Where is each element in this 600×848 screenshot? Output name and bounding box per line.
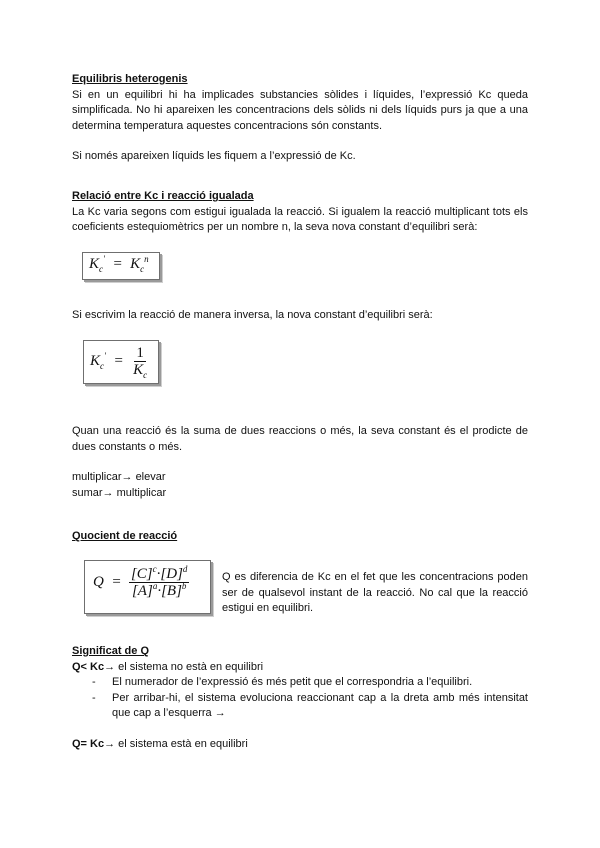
formula-q-quotient: Q = $\frac{[C]^c\cdot[D]^d}{[A]^a\cdot[B]^b}$: [84, 560, 211, 614]
bullet-list: [72, 675, 528, 722]
condition-line: [72, 737, 528, 753]
condition-line: [72, 660, 528, 676]
paragraph-wrap: [72, 424, 528, 501]
rule-line: sumar→ multiplicar: [72, 486, 167, 499]
condition-text: → el sistema està en equilibri: [104, 737, 248, 750]
formula-kc-power-n: $K_c' = K_c^n$: [82, 252, 160, 280]
rule-line: multiplicar→ elevar: [72, 471, 166, 483]
condition-text: → el sistema no està en equilibri: [104, 660, 264, 673]
paragraph: Si en un equilibri hi ha implicades substancies sòlides i líquides, l’expressió Kc queda simplificada. No hi apareixen les concentracions dels sòlids ni dels líquids purs ja que a una determina temperatura aquestes concentracions són constants.: [72, 88, 528, 132]
paragraph: Si només apareixen líquids les fiquem a l’expressió de Kc.: [72, 150, 356, 162]
paragraph: Quan una reacció és la suma de dues reaccions o més, la seva constant és el prodicte de dues constants o més.: [72, 425, 528, 453]
section-heading: Significat de Q: [72, 645, 150, 657]
section-heading: Quocient de reacció: [72, 530, 178, 542]
formula-kc-inverse: $K_c'$ = $\frac{1}{K_c}$: [83, 340, 159, 384]
paragraph-wrap: [72, 308, 528, 324]
list-item: - El numerador de l’expressió és més petit que el correspondria a l’equilibri.: [112, 675, 528, 691]
section-relacio-kc: [72, 189, 528, 236]
condition-label: Q= Kc: [72, 737, 105, 750]
section-heading: Equilibris heterogenis: [72, 73, 188, 85]
section-heading: Relació entre Kc i reacció igualada: [72, 190, 254, 202]
section-significat-q: [72, 644, 528, 752]
quotient-description: Q es diferencia de Kc en el fet que les concentracions poden ser de qualsevol instant de la reacció. No cal que la reacció estigui en equilibri.: [222, 571, 528, 614]
section-quocient: [72, 529, 528, 545]
list-item: - Per arribar-hi, el sistema evoluciona reaccionant cap a la dreta amb més intensitat que cap a l’esquerra →: [112, 691, 528, 722]
condition-label: Q< Kc: [72, 660, 105, 673]
paragraph: La Kc varia segons com estigui igualada la reacció. Si igualem la reacció multiplicant tots els coeficients estequiomètrics per un nombre n, la seva nova constant d’equilibri serà:: [72, 205, 528, 233]
section-equilibris-heterogenis: [72, 72, 528, 165]
paragraph: Si escrivim la reacció de manera inversa, la nova constant d’equilibri serà:: [72, 309, 433, 321]
